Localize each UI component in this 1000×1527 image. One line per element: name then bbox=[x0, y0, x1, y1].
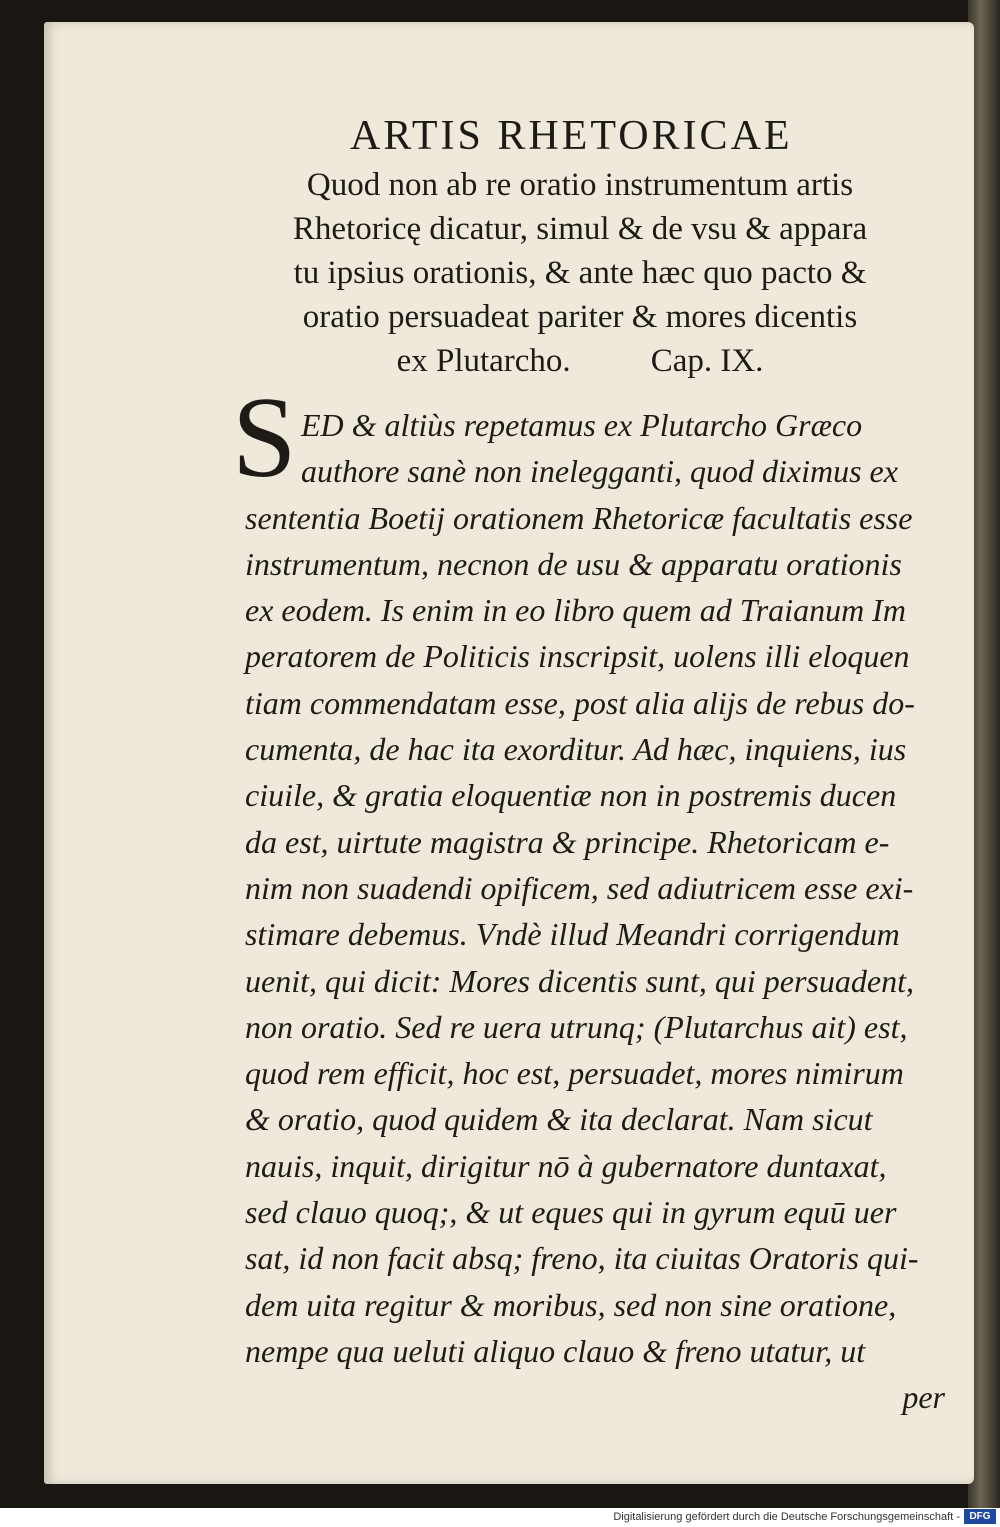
text-line: stimare debemus. Vndè illud Meandri corrigendum bbox=[245, 916, 900, 953]
text-line: dem uita regitur & moribus, sed non sine oratione, bbox=[245, 1286, 897, 1323]
text-line: da est, uirtute magistra & principe. Rhetoricam e- bbox=[245, 823, 890, 860]
text-line: ex eodem. Is enim in eo libro quem ad Traianum Im bbox=[245, 592, 906, 629]
chapter-source: ex Plutarcho. bbox=[396, 343, 571, 379]
text-line: nempe qua ueluti aliquo clauo & freno utatur, ut bbox=[245, 1332, 866, 1369]
chapter-number: Cap. IX. bbox=[650, 343, 764, 379]
chapter-title-last-line bbox=[220, 339, 940, 383]
text-line: authore sanè non inelegganti, quod diximus ex bbox=[301, 453, 898, 490]
catchword: per bbox=[902, 1379, 945, 1416]
text-line: ciuile, & gratia eloquentiæ non in postremis ducen bbox=[245, 777, 897, 814]
chapter-title-line: tu ipsius orationis, & ante hæc quo pacto & bbox=[293, 255, 867, 291]
text-line: & oratio, quod quidem & ita declarat. Nam sicut bbox=[245, 1101, 873, 1138]
text-line: sed clauo quoq;, & ut eques qui in gyrum equū uer bbox=[245, 1194, 897, 1231]
chapter-title-line: Rhetoricę dicatur, simul & de vsu & appara bbox=[292, 211, 868, 247]
text-line: quod rem efficit, hoc est, persuadet, mores nimirum bbox=[245, 1055, 904, 1092]
body-text bbox=[245, 402, 955, 1421]
text-line: sententia Boetij orationem Rhetoricæ facultatis esse bbox=[245, 499, 913, 536]
text-line: uenit, qui dicit: Mores dicentis sunt, qui persuadent, bbox=[245, 962, 914, 999]
text-line: nim non suadendi opificem, sed adiutricem esse exi- bbox=[245, 869, 914, 906]
drop-cap: S bbox=[232, 374, 297, 502]
chapter-title-line: oratio persuadeat pariter & mores dicentis bbox=[302, 299, 858, 335]
text-line: sat, id non facit absq; freno, ita ciuitas Oratoris qui- bbox=[245, 1240, 919, 1277]
text-line: non oratio. Sed re uera utrunq; (Plutarchus ait) est, bbox=[245, 1008, 908, 1045]
dfg-logo: DFG bbox=[964, 1509, 996, 1524]
text-line: peratorem de Politicis inscripsit, uolens illi eloquen bbox=[245, 638, 910, 675]
running-head: ARTIS RHETORICAE bbox=[350, 113, 793, 159]
text-line: cumenta, de hac ita exorditur. Ad hæc, inquiens, ius bbox=[245, 731, 907, 768]
text-line: ED & altiùs repetamus ex Plutarcho Græco bbox=[301, 407, 863, 443]
text-line: tiam commendatam esse, post alia alijs de rebus do- bbox=[245, 684, 915, 721]
text-line: instrumentum, necnon de usu & apparatu orationis bbox=[245, 545, 902, 582]
chapter-title-line: Quod non ab re oratio instrumentum artis bbox=[306, 167, 854, 203]
funding-notice: Digitalisierung gefördert durch die Deutsche Forschungsgemeinschaft - bbox=[613, 1511, 960, 1523]
chapter-title bbox=[220, 163, 940, 383]
text-line: nauis, inquit, dirigitur nō à gubernatore duntaxat, bbox=[245, 1147, 887, 1184]
